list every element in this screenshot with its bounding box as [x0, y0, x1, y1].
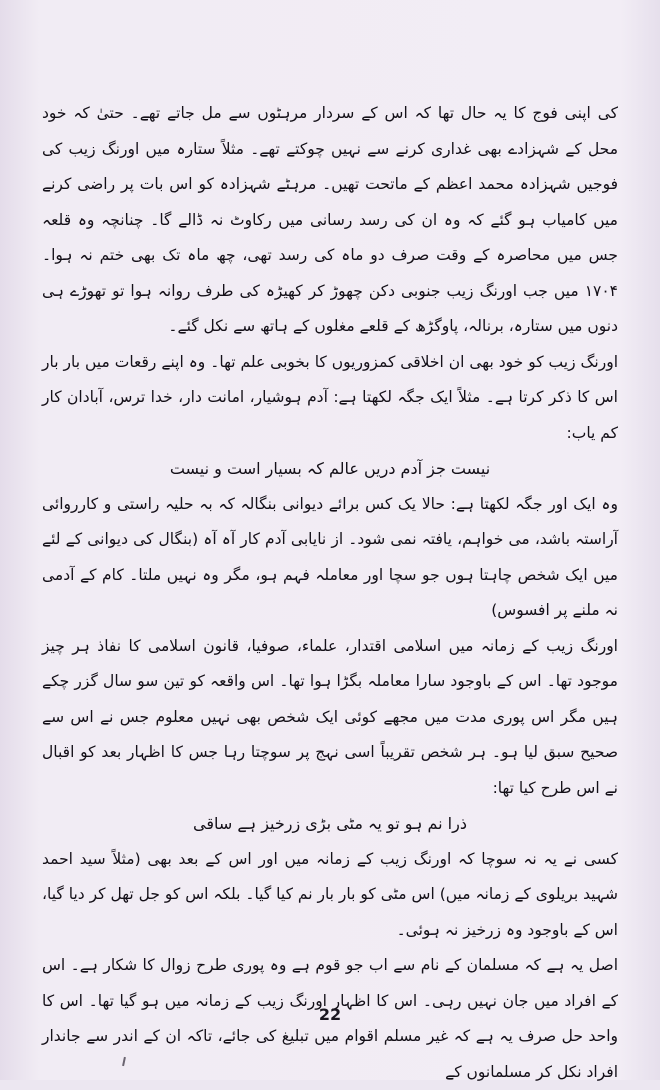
paragraph-4: اورنگ زیب کے زمانہ میں اسلامی اقتدار، علماء، صوفیا، قانون اسلامی کا نفاذ ہر چیز موجود تھا۔ اس کے باوجود سارا معاملہ بگڑا ہوا تھا۔ اس واقعہ کو تین سو سال گزر چکے ہیں مگر اس پوری مدت میں مجھے کوئی ایک شخص بھی نہیں معلوم جس نے اس سے صحیح سبق لیا ہو۔ ہر شخص تقریباً اسی نہج پر سوچتا رہا جس کا اظہار بعد کو اقبال نے اس طرح کیا تھا:: [42, 636, 618, 797]
paragraph-3: وہ ایک اور جگہ لکھتا ہے: حالا یک کس برائے دیوانی بنگالہ کہ بہ حلیہ راستی و کارروائی آراستہ باشد، می خواہم، یافتہ نمی شود۔ از نایابی آدم کار آہ آہ (بنگال کی دیوانی کے لئے میں ایک شخص چاہتا ہوں جو سچا اور معاملہ فہم ہو، مگر وہ نہیں ملتا۔ کام کے آدمی نہ ملنے پر افسوس): [42, 494, 618, 619]
paragraph-6: اصل یہ ہے کہ مسلمان کے نام سے اب جو قوم ہے وہ پوری طرح زوال کا شکار ہے۔ اس کے افراد میں جان نہیں رہی۔ اس کا اظہار اورنگ زیب کے زمانہ میں ہو گیا تھا۔ اس کا واحد حل صرف یہ ہے کہ غیر مسلم اقوام میں تبلیغ کی جائے، تاکہ ان کے اندر سے جاندار افراد نکل کر مسلمانوں کے: [42, 956, 618, 1081]
paragraph-5: کسی نے یہ نہ سوچا کہ اورنگ زیب کے زمانہ میں اور اس کے بعد بھی (مثلاً سید احمد شہید بریلوی کے زمانہ میں) اس مٹی کو بار بار نم کیا گیا۔ بلکہ اس کو جل تھل کر دیا گیا، اس کے باوجود وہ زرخیز نہ ہوئی۔: [42, 849, 618, 939]
paragraph-1: کی اپنی فوج کا یہ حال تھا کہ اس کے سردار مرہٹوں سے مل جاتے تھے۔ حتیٰ کہ خود محل کے شہزادے بھی غداری کرنے سے نہیں چوکتے تھے۔ مثلاً ستارہ میں اورنگ زیب کی فوجیں شہزادہ محمد اعظم کے ماتحت تھیں۔ مرہٹے شہزادہ کو اس بات پر راضی کرنے میں کامیاب ہو گئے کہ وہ ان کی رسد رسانی میں رکاوٹ نہ ڈالے گا۔ چنانچہ وہ قلعہ جس میں محاصرہ کے وقت صرف دو ماہ کی رسد تھی، چھ ماہ تک بھی ختم نہ ہوا۔ ۱۷۰۴ میں جب اورنگ زیب جنوبی دکن چھوڑ کر کھیڑہ کی طرف روانہ ہوا تو تھوڑے ہی دنوں میں ستارہ، برنالہ، پاوگڑھ کے قلعے مغلوں کے ہاتھ سے نکل گئے۔: [42, 104, 618, 335]
paragraph-2: اورنگ زیب کو خود بھی ان اخلاقی کمزوریوں کا بخوبی علم تھا۔ وہ اپنے رقعات میں بار بار اس کا ذکر کرتا ہے۔ مثلاً ایک جگہ لکھتا ہے: آدم ہوشیار، امانت دار، خدا ترس، آبادان کار کم یاب:: [42, 352, 618, 442]
verse-line-1: نیست جز آدم دریں عالم کہ بسیار است و نیست: [169, 459, 491, 478]
verse-line-2: ذرا نم ہو تو یہ مٹی بڑی زرخیز ہے ساقی: [193, 814, 467, 833]
page-text: [42, 96, 618, 1090]
page-number: 22: [318, 1005, 342, 1024]
